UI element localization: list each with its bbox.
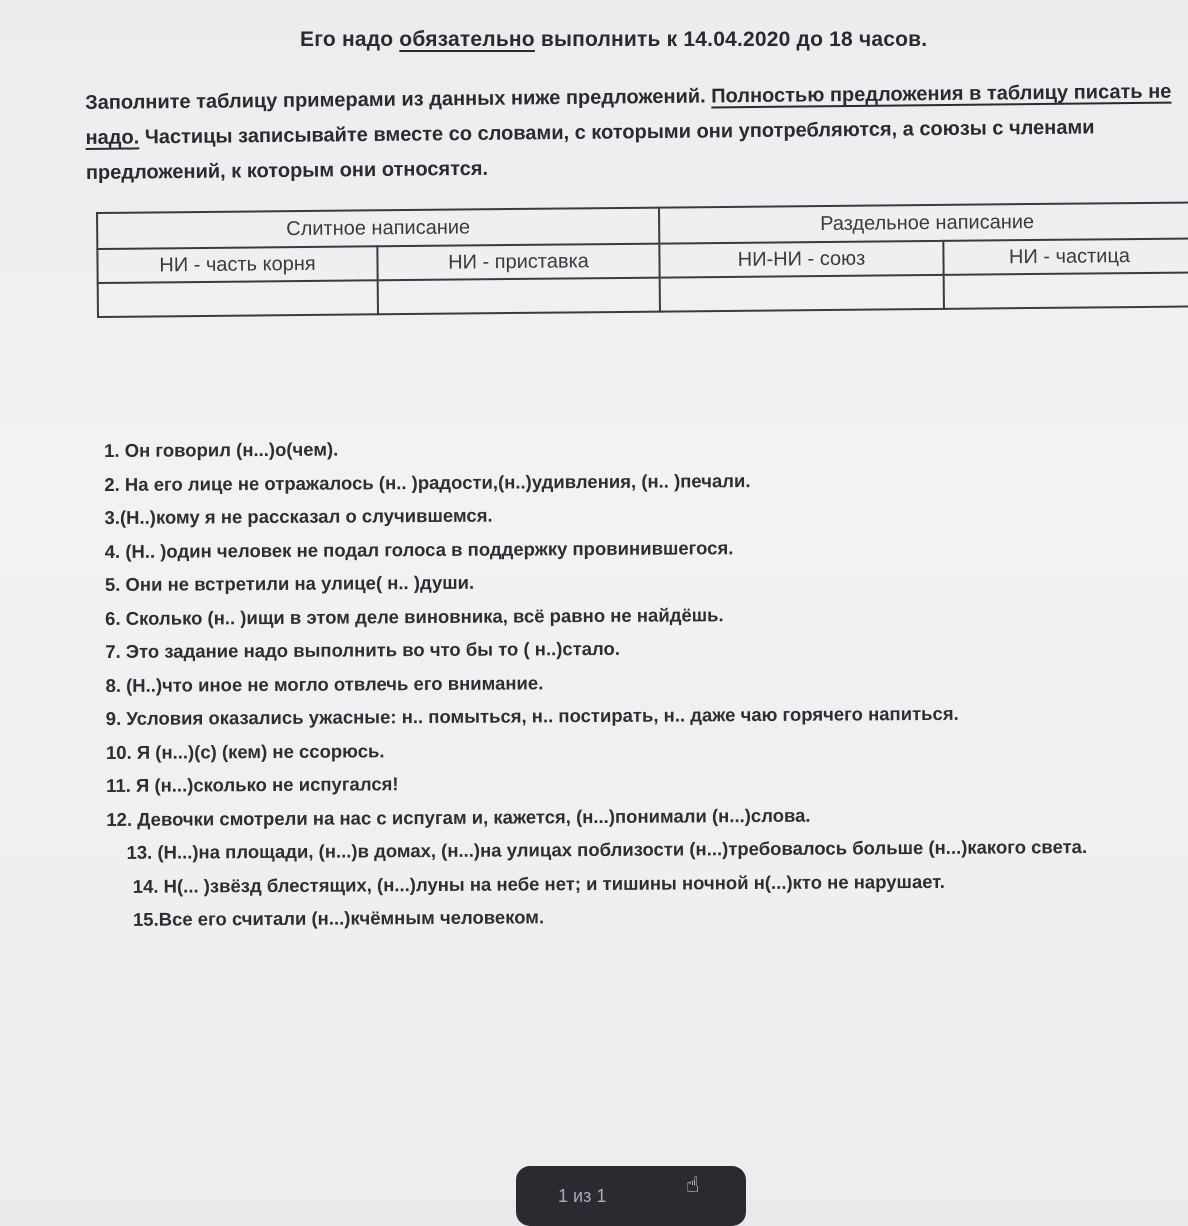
- page-heading: [300, 28, 927, 52]
- list-item: 10. Я (н...)(с) (кем) не ссорюсь.: [105, 739, 385, 763]
- table-group-fused: Слитное написание: [97, 208, 659, 249]
- hand-cursor-icon: ☝: [686, 1172, 700, 1197]
- instructions-part-1: Заполните таблицу примерами из данных ниже предложений.: [85, 85, 712, 114]
- page-navigation-bar[interactable]: [516, 1166, 746, 1226]
- list-item: 1. Он говорил (н...)о(чем).: [104, 438, 339, 461]
- list-item: 13. (Н...)на площади, (н...)в домах, (н...)на улицах поблизости (н...)требовалось больше (н...)какого света.: [126, 836, 1088, 863]
- list-item: 8. (Н..)что иное не могло отвлечь его внимание.: [105, 671, 544, 696]
- heading-emphasis: обязательно: [399, 28, 535, 51]
- list-item: 4. (Н.. )один человек не подал голоса в поддержку провинившегося.: [104, 536, 734, 562]
- table-cell-empty[interactable]: [660, 275, 944, 312]
- page-indicator: 1 из 1: [558, 1186, 607, 1206]
- table-col-particle: НИ - частица: [943, 238, 1188, 274]
- list-item: 12. Девочки смотрели на нас с испугам и, кажется, (н...)понимали (н...)слова.: [106, 804, 811, 830]
- answer-table: [96, 201, 1188, 318]
- table-col-root: НИ - часть корня: [97, 246, 377, 283]
- list-item: 3.(Н..)кому я не рассказал о случившемся.: [104, 504, 493, 528]
- list-item: 14. Н(... )звёзд блестящих, (н...)луны на небе нет; и тишины ночной н(...)кто не нарушает.: [132, 870, 945, 897]
- list-item: 6. Сколько (н.. )ищи в этом деле виновника, всё равно не найдёшь.: [105, 603, 724, 629]
- list-item: 15.Все его считали (н...)кчёмным человеком.: [132, 906, 545, 930]
- table-col-prefix: НИ - приставка: [377, 244, 659, 281]
- table-cell-empty[interactable]: [944, 272, 1188, 308]
- table-group-separate: Раздельное написание: [659, 202, 1188, 243]
- instructions-part-3: Частицы записывайте вместе со словами, с которыми они употребляются, а союзы с членами предложений, к которым они относятся.: [85, 116, 1095, 184]
- instructions: [85, 75, 1176, 191]
- list-item: 9. Условия оказались ужасные: н.. помыться, н.. постирать, н.. даже чаю горячего напиться.: [105, 702, 959, 729]
- list-item: 2. На его лице не отражалось (н.. )радости,(н..)удивления, (н.. )печали.: [104, 469, 751, 495]
- table-col-conjunction: НИ-НИ - союз: [659, 241, 943, 278]
- table-cell-empty[interactable]: [98, 280, 378, 317]
- list-item: 7. Это задание надо выполнить во что бы то ( н..)стало.: [105, 637, 621, 662]
- heading-post: выполнить к 14.04.2020 до 18 часов.: [534, 28, 928, 51]
- list-item: 11. Я (н...)сколько не испугался!: [106, 773, 399, 796]
- task-list: [104, 427, 1187, 936]
- instructions-part-2: Полностью предложения в таблицу писать не надо.: [85, 80, 1172, 149]
- list-item: 5. Они не встретили на улице( н.. )души.: [104, 571, 475, 595]
- table-cell-empty[interactable]: [378, 278, 660, 315]
- heading-pre: Его надо: [300, 28, 400, 51]
